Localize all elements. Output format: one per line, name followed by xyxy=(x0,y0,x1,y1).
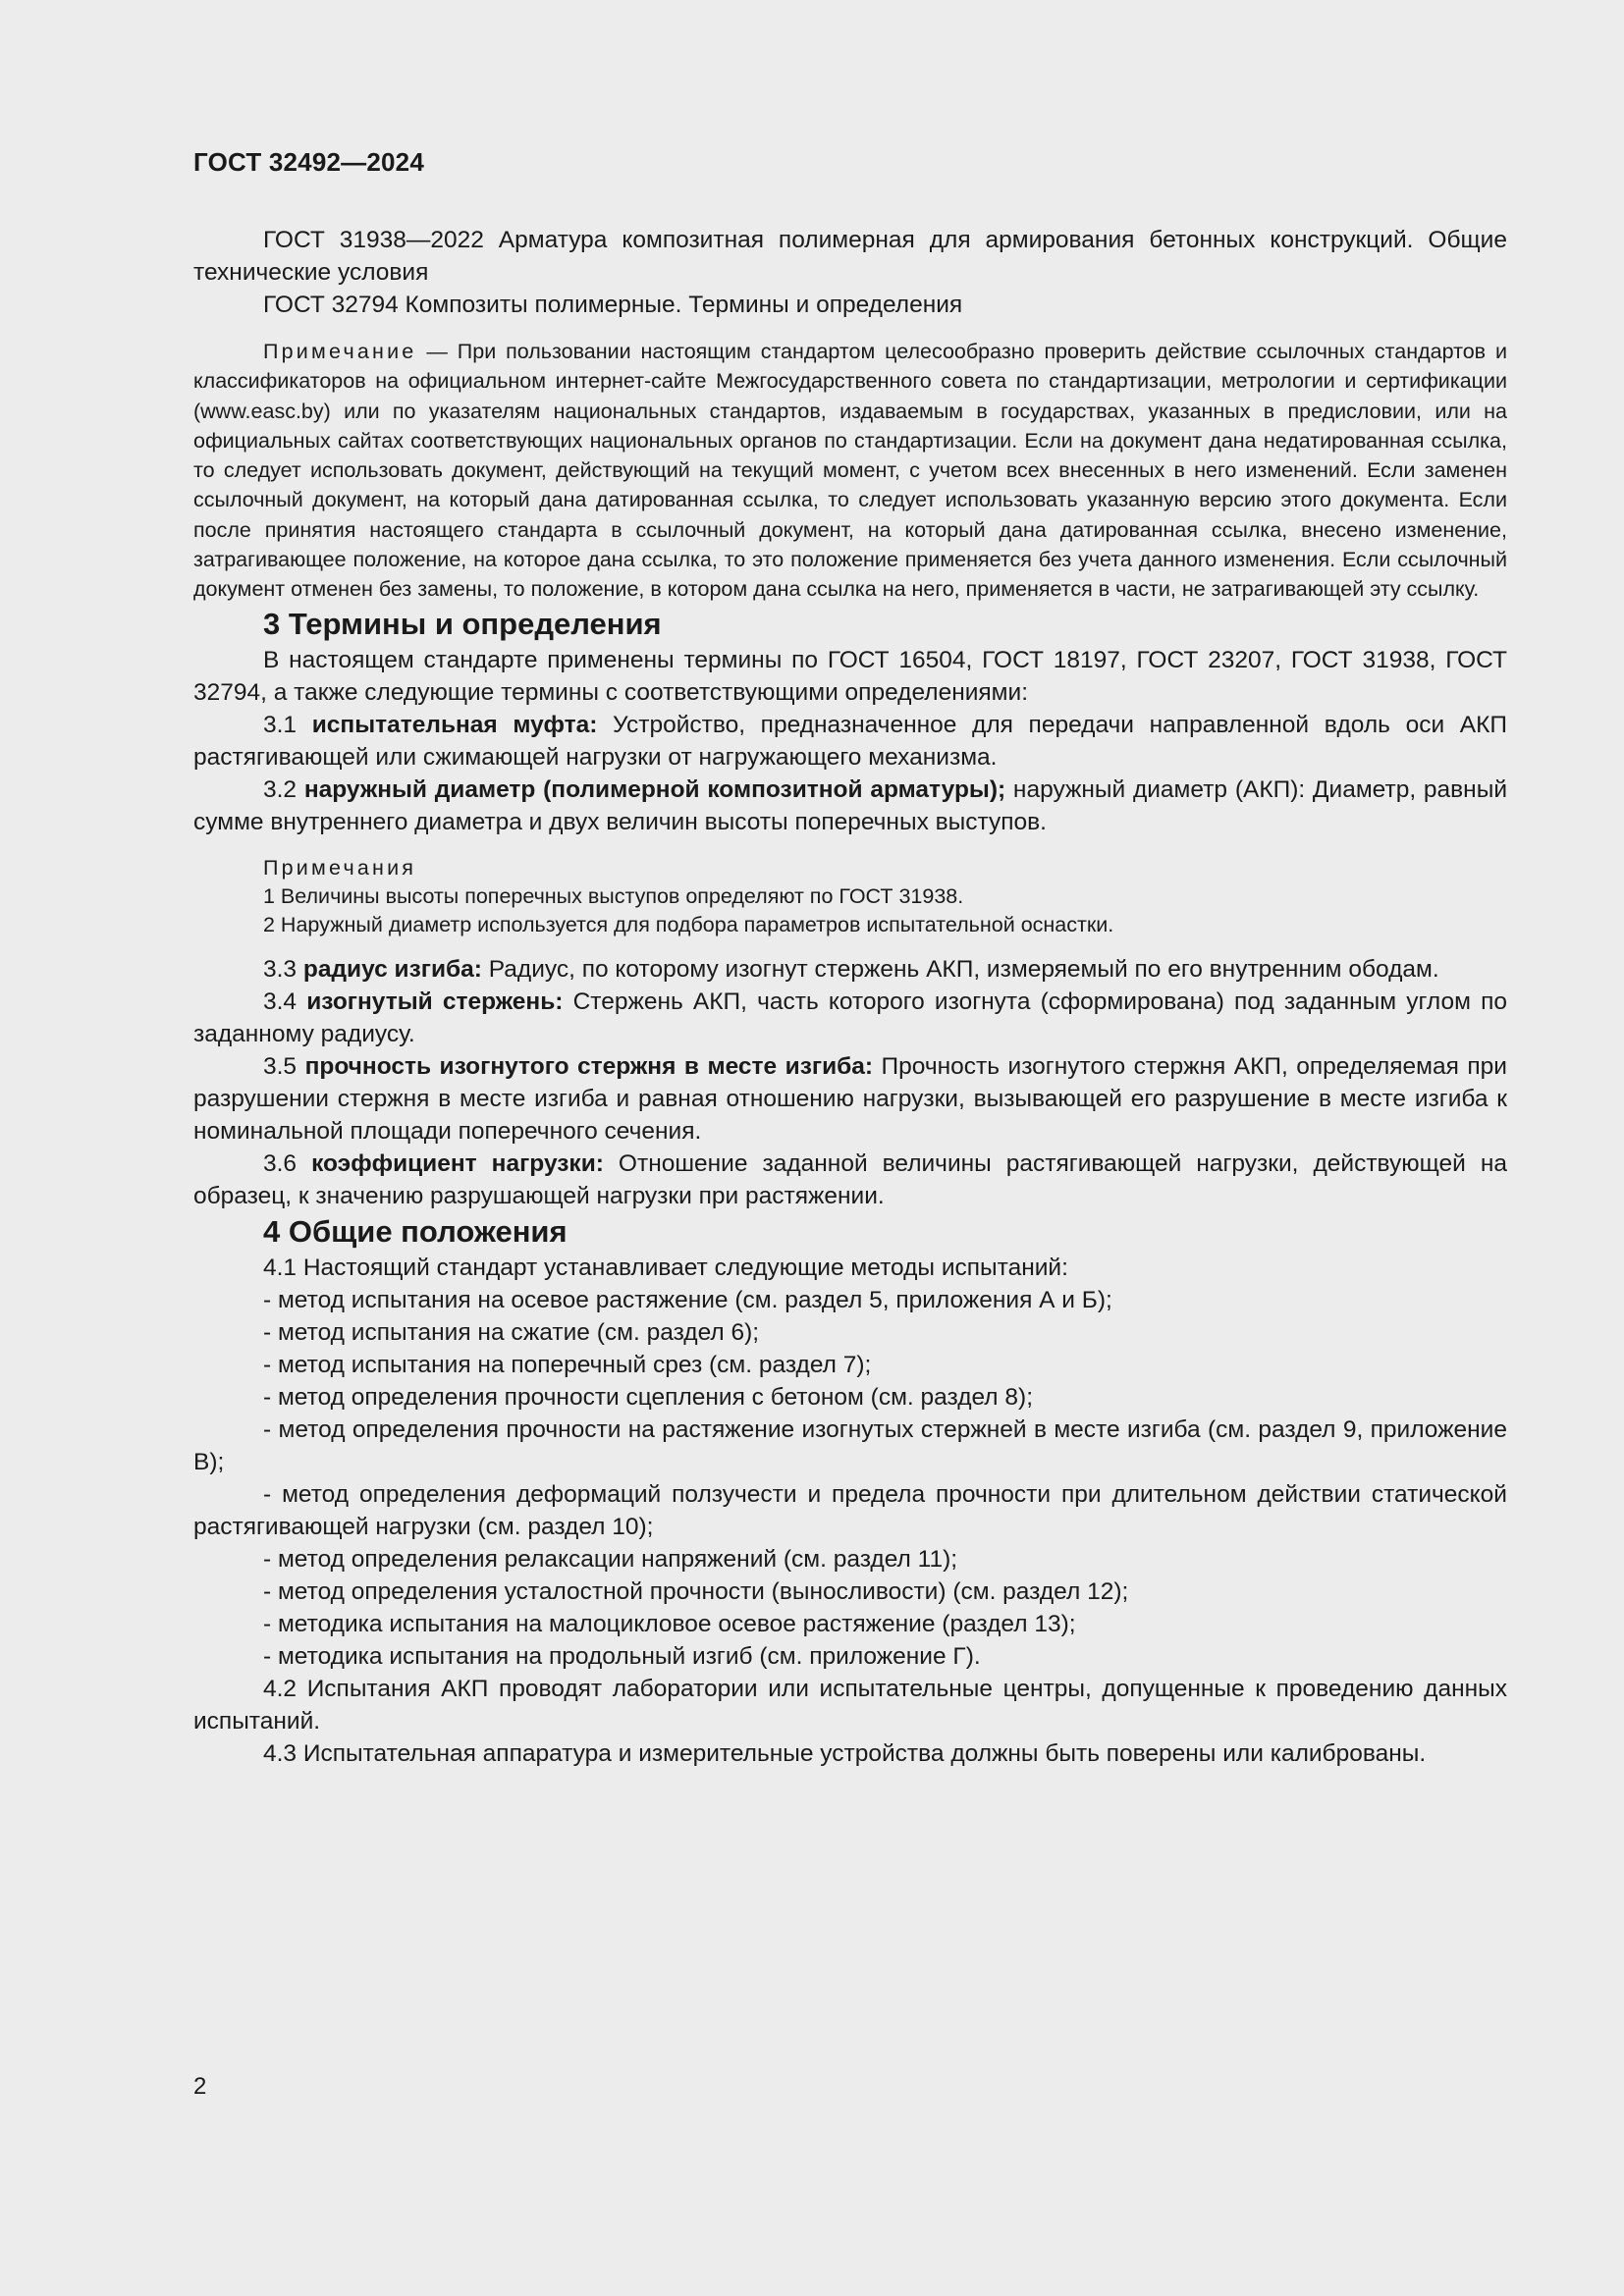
reference-item: ГОСТ 32794 Композиты полимерные. Термины и определения xyxy=(263,292,963,318)
term-3-6 xyxy=(193,1148,1507,1212)
term-number: 3.1 xyxy=(263,711,312,738)
note-item: 1 Величины высоты поперечных выступов определяют по ГОСТ 31938. xyxy=(263,883,964,908)
term-definition: Отношение заданной величины растягивающей нагрузки, действующей на образец, к значению разрушающей нагрузки при растяжении. xyxy=(193,1149,1507,1209)
term-name: радиус изгиба: xyxy=(302,955,482,983)
reference-item: ГОСТ 31938—2022 Арматура композитная полимерная для армирования бетонных конструкций. Общие технические условия xyxy=(193,227,1507,286)
term-definition: Прочность изогнутого стержня АКП, определяемая при разрушении стержня в месте изгиба и равная отношению нагрузки, вызывающей его разрушение в месте изгиба к номинальной площади поперечного сечения. xyxy=(193,1052,1507,1145)
document-header: ГОСТ 32492—2024 xyxy=(193,147,424,177)
method-list-item: - метод определения прочности сцепления с бетоном (см. раздел 8); xyxy=(263,1383,1033,1411)
term-definition: Радиус, по которому изогнут стержень АКП, измеряемый по его внутренним ободам. xyxy=(481,955,1439,983)
note-item: 2 Наружный диаметр используется для подбора параметров испытательной оснастки. xyxy=(263,912,1114,936)
paragraph-4-1: 4.1 Настоящий стандарт устанавливает следующие методы испытаний: xyxy=(263,1254,1068,1281)
term-number: 3.5 xyxy=(263,1052,305,1080)
references-note xyxy=(193,337,1507,605)
term-name: изогнутый стержень: xyxy=(306,988,564,1015)
term-3-3 xyxy=(193,953,1507,986)
term-3-2-notes xyxy=(193,854,1507,939)
note-dash: — xyxy=(416,340,458,363)
paragraph-4-3: 4.3 Испытательная аппаратура и измерительные устройства должны быть поверены или калиброваны. xyxy=(263,1739,1427,1767)
term-number: 3.2 xyxy=(263,775,304,803)
section-3-intro: В настоящем стандарте применены термины по ГОСТ 16504, ГОСТ 18197, ГОСТ 23207, ГОСТ 31938, ГОСТ 32794, а также следующие термины с соответствующими определениями: xyxy=(193,646,1507,706)
method-list-item: - метод определения прочности на растяжение изогнутых стержней в месте изгиба (см. раздел 9, приложение В); xyxy=(193,1415,1507,1475)
term-3-4 xyxy=(193,986,1507,1050)
section-3-title: 3 Термины и определения xyxy=(263,606,662,641)
method-list-item: - метод испытания на поперечный срез (см. раздел 7); xyxy=(263,1351,872,1378)
method-list-item: - метод испытания на сжатие (см. раздел 6); xyxy=(263,1318,760,1346)
method-list-item: - методика испытания на продольный изгиб (см. приложение Г). xyxy=(263,1642,981,1670)
note-label: Примечание xyxy=(263,340,417,363)
note-text: При пользовании настоящим стандартом целесообразно проверить действие ссылочных стандартов и классификаторов на официальном интернет-сайте Межгосударственного совета по стандартизации, метрологии и сертификации (www.easc.by) или по указателям национальных стандартов, издаваемым в государствах, указанных в предисловии, или на официальных сайтах соответствующих национальных органов по стандартизации. Если на документ дана недатированная ссылка, то следует использовать документ, действующий на текущий момент, с учетом всех внесенных в него изменений. Если заменен ссылочный документ, на который дана датированная ссылка, то следует использовать указанную версию этого документа. Если после принятия настоящего стандарта в ссылочный документ, на который дана датированная ссылка, внесено изменение, затрагивающее положение, на которое дана ссылка, то это положение применяется без учета данного изменения. Если ссылочный документ отменен без замены, то положение, в котором дана ссылка на него, применяется в части, не затрагивающей эту ссылку. xyxy=(193,340,1507,602)
term-3-1 xyxy=(193,709,1507,774)
term-name: прочность изогнутого стержня в месте изгиба: xyxy=(304,1052,874,1080)
term-definition: наружный диаметр (АКП): Диаметр, равный сумме внутреннего диаметра и двух величин высоты поперечных выступов. xyxy=(193,775,1508,835)
method-list-item: - метод определения релаксации напряжений (см. раздел 11); xyxy=(263,1545,958,1573)
term-name: испытательная муфта: xyxy=(311,711,598,738)
paragraph-4-2: 4.2 Испытания АКП проводят лаборатории или испытательные центры, допущенные к проведению данных испытаний. xyxy=(193,1675,1507,1735)
page-number: 2 xyxy=(193,2073,207,2100)
term-definition: Стержень АКП, часть которого изогнута (сформирована) под заданным углом по заданному радиусу. xyxy=(193,988,1507,1047)
method-list-item: - метод испытания на осевое растяжение (см. раздел 5, приложения А и Б); xyxy=(263,1286,1112,1313)
term-3-5 xyxy=(193,1050,1507,1148)
term-number: 3.4 xyxy=(263,988,307,1015)
term-name: коэффициент нагрузки: xyxy=(311,1149,604,1177)
section-4-title: 4 Общие положения xyxy=(263,1213,568,1249)
term-definition: Устройство, предназначенное для передачи направленной вдоль оси АКП растягивающей или сжимающей нагрузки от нагружающего механизма. xyxy=(193,711,1508,771)
method-list-item: - методика испытания на малоцикловое осевое растяжение (раздел 13); xyxy=(263,1610,1076,1637)
page-content xyxy=(193,224,1507,1770)
method-list-item: - метод определения усталостной прочности (выносливости) (см. раздел 12); xyxy=(263,1577,1129,1605)
term-number: 3.6 xyxy=(263,1149,312,1177)
term-name: наружный диаметр (полимерной композитной арматуры); xyxy=(303,775,1006,803)
method-list-item: - метод определения деформаций ползучести и предела прочности при длительном действии статической растягивающей нагрузки (см. раздел 10); xyxy=(193,1480,1507,1540)
term-3-2 xyxy=(193,774,1507,838)
term-number: 3.3 xyxy=(263,955,303,983)
notes-label: Примечания xyxy=(263,855,417,880)
